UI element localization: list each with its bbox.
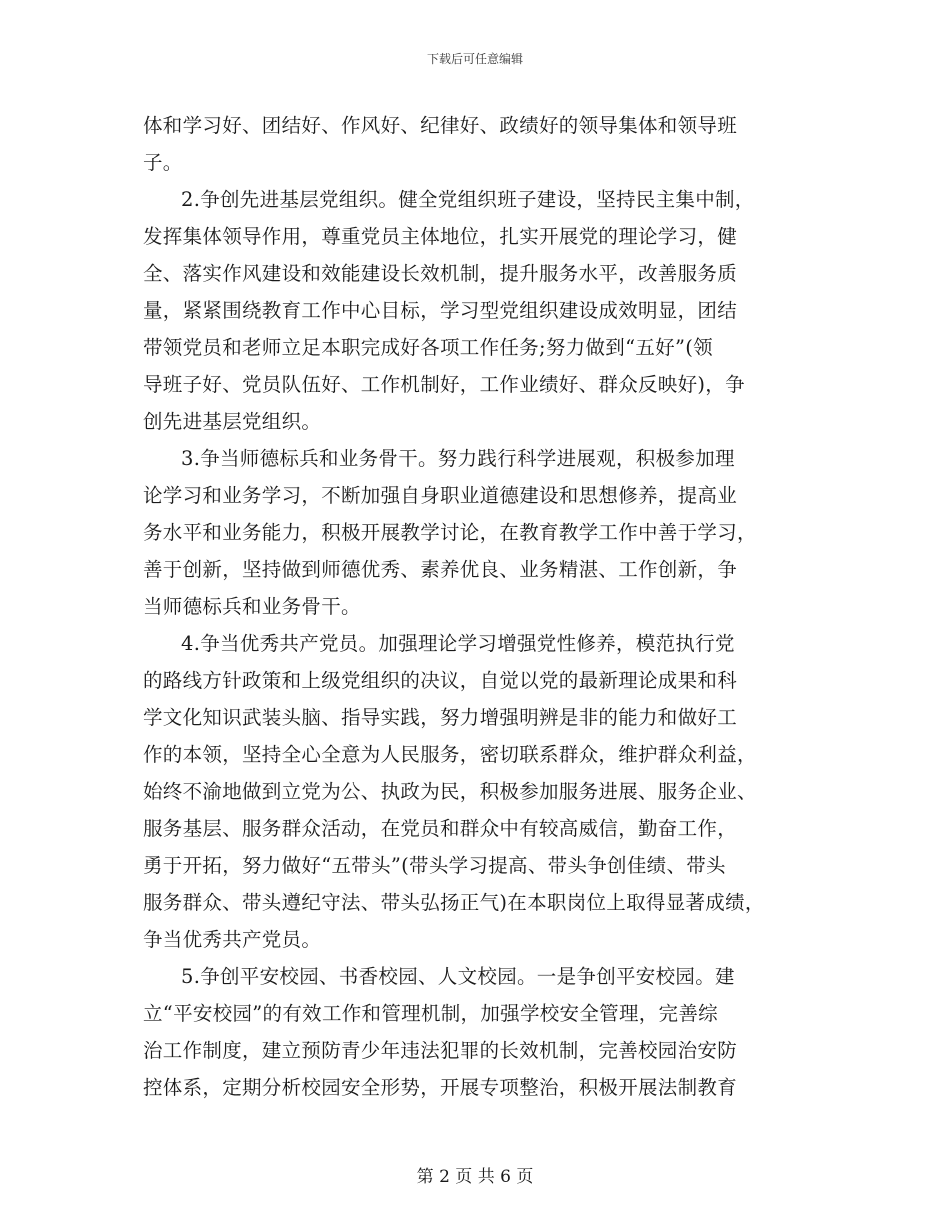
document-body	[143, 107, 823, 1106]
text-line: 子。	[143, 151, 183, 174]
text-line: 争当优秀共产党员。	[143, 928, 322, 951]
text-line: 的路线方针政策和上级党组织的决议，自觉以党的最新理论成果和科	[143, 669, 738, 692]
text-line: 服务基层、服务群众活动，在党员和群众中有较高威信，勤奋工作，	[143, 817, 738, 840]
text-line: 5.争创平安校园、书香校园、人文校园。一是争创平安校园。建	[181, 965, 735, 988]
text-line: 勇于开拓，努力做好“五带头”(带头学习提高、带头争创佳绩、带头	[143, 854, 726, 877]
text-line: 作的本领，坚持全心全意为人民服务，密切联系群众，维护群众利益，	[143, 743, 757, 766]
text-line: 发挥集体领导作用，尊重党员主体地位，扎实开展党的理论学习，健	[143, 225, 738, 248]
text-line: 治工作制度，建立预防青少年违法犯罪的长效机制，完善校园治安防	[143, 1039, 738, 1062]
text-line: 导班子好、党员队伍好、工作机制好，工作业绩好、群众反映好)，争	[143, 373, 745, 396]
text-line: 论学习和业务学习，不断加强自身职业道德建设和思想修养，提高业	[143, 484, 738, 507]
text-line: 服务群众、带头遵纪守法、带头弘扬正气)在本职岗位上取得显著成绩，	[143, 891, 765, 914]
text-line: 学文化知识武装头脑、指导实践，努力增强明辨是非的能力和做好工	[143, 706, 738, 729]
text-line: 始终不渝地做到立党为公、执政为民，积极参加服务进展、服务企业、	[143, 780, 757, 803]
text-line: 全、落实作风建设和效能建设长效机制，提升服务水平，改善服务质	[143, 262, 738, 285]
page-footer: 第 2 页 共 6 页	[416, 1167, 534, 1187]
text-line: 体和学习好、团结好、作风好、纪律好、政绩好的领导集体和领导班	[143, 114, 738, 137]
text-line: 创先进基层党组织。	[143, 410, 322, 433]
text-line: 立“平安校园”的有效工作和管理机制，加强学校安全管理，完善综	[143, 1002, 718, 1025]
text-line: 带领党员和老师立足本职完成好各项工作任务;努力做到“五好”(领	[143, 336, 713, 359]
text-line: 务水平和业务能力，积极开展教学讨论，在教育教学工作中善于学习，	[143, 521, 757, 544]
text-line: 控体系，定期分析校园安全形势，开展专项整治，积极开展法制教育	[143, 1076, 738, 1099]
text-line: 量，紧紧围绕教育工作中心目标，学习型党组织建设成效明显，团结	[143, 299, 738, 322]
text-line: 4.争当优秀共产党员。加强理论学习增强党性修养，模范执行党	[181, 632, 735, 655]
page-header: 下载后可任意编辑	[426, 52, 523, 66]
text-line: 2.争创先进基层党组织。健全党组织班子建设，坚持民主集中制，	[181, 188, 755, 211]
text-line: 善于创新，坚持做到师德优秀、素养优良、业务精湛、工作创新，争	[143, 558, 738, 581]
text-line: 3.争当师德标兵和业务骨干。努力践行科学进展观，积极参加理	[181, 447, 735, 470]
text-line: 当师德标兵和业务骨干。	[143, 595, 361, 618]
